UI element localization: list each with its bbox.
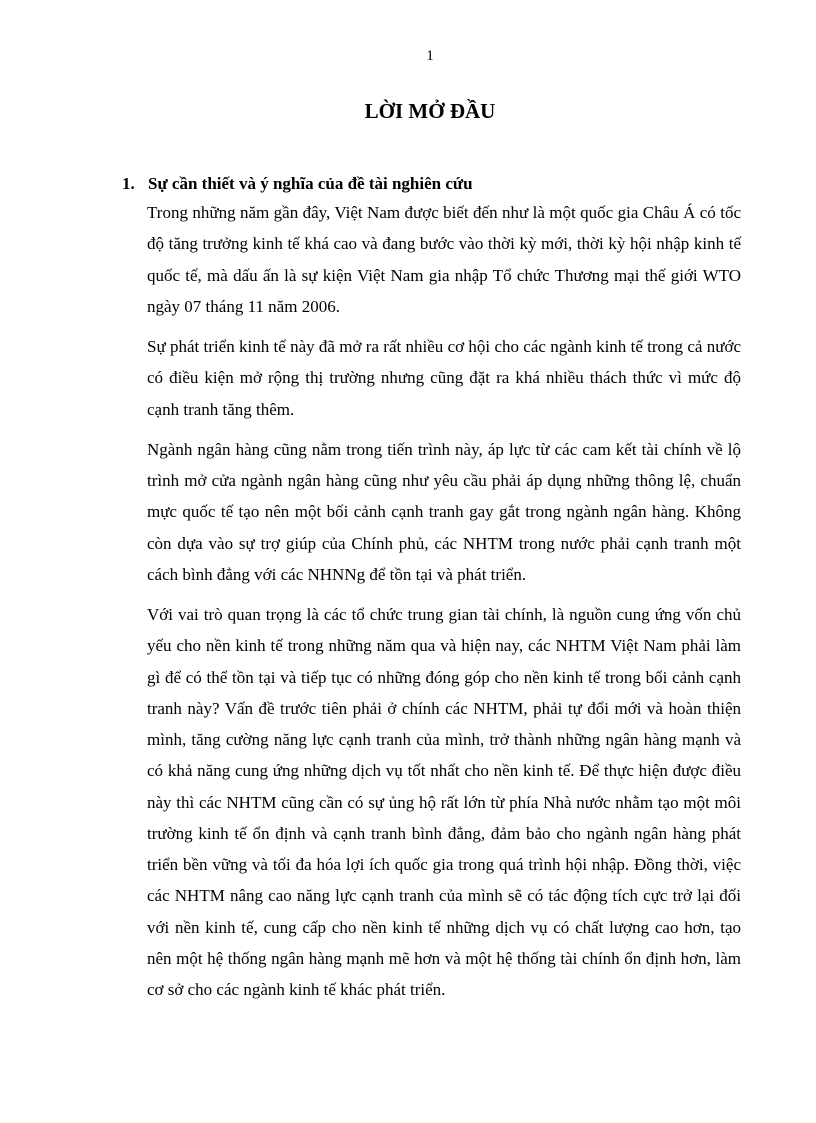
paragraph: Trong những năm gần đây, Việt Nam được biết đến như là một quốc gia Châu Á có tốc độ tăng trưởng kinh tế khá cao và đang bước vào thời kỳ mới, thời kỳ hội nhập kinh tế quốc tế, mà dấu ấn là sự kiện Việt Nam gia nhập Tổ chức Thương mại thế giới WTO ngày 07 tháng 11 năm 2006. [147,203,741,316]
page-number: 1 [426,48,434,64]
body-text [147,197,741,1014]
paragraph: Ngành ngân hàng cũng nằm trong tiến trình này, áp lực từ các cam kết tài chính về lộ trình mở cửa ngành ngân hàng cũng như yêu cầu phải áp dụng những thông lệ, chuẩn mực quốc tế tạo nên một bối cảnh cạnh tranh gay gắt trong ngành ngân hàng. Không còn dựa vào sự trợ giúp của Chính phủ, các NHTM trong nước phải cạnh tranh một cách bình đẳng với các NHNNg để tồn tại và phát triển. [147,439,741,584]
page-title: LỜI MỞ ĐẦU [364,99,496,123]
section-heading-text: Sự cần thiết và ý nghĩa của đề tài nghiên cứu [148,174,473,193]
paragraph: Sự phát triển kinh tế này đã mở ra rất nhiều cơ hội cho các ngành kinh tế trong cả nước có điều kiện mở rộng thị trường nhưng cũng đặt ra khá nhiều thách thức vì mức độ cạnh tranh tăng thêm. [147,337,741,419]
paragraph: Với vai trò quan trọng là các tổ chức trung gian tài chính, là nguồn cung ứng vốn chủ yếu cho nền kinh tế trong những năm qua và hiện nay, các NHTM Việt Nam phải làm gì để có thể tồn tại và tiếp tục có những đóng góp cho nền kinh tế trong bối cảnh cạnh tranh này? Vấn đề trước tiên phải ở chính các NHTM, phải tự đổi mới và hoàn thiện mình, tăng cường năng lực cạnh tranh của mình, trở thành những ngân hàng mạnh và có khả năng cung ứng những dịch vụ tốt nhất cho nền kinh tế. Để thực hiện được điều này thì các NHTM cũng cần có sự ủng hộ rất lớn từ phía Nhà nước nhằm tạo một môi trường kinh tế ổn định và cạnh tranh bình đẳng, đảm bảo cho ngành ngân hàng phát triển bền vững và tối đa hóa lợi ích quốc gia trong quá trình hội nhập. Đồng thời, việc các NHTM nâng cao năng lực cạnh tranh của mình sẽ có tác động tích cực trở lại đối với nền kinh tế, cung cấp cho nền kinh tế những dịch vụ có chất lượng cao hơn, tạo nên một hệ thống ngân hàng mạnh mẽ hơn và một hệ thống tài chính ổn định hơn, làm cơ sở cho các ngành kinh tế khác phát triển. [147,605,741,999]
section-number: 1. [122,174,135,193]
section-heading [122,172,473,196]
